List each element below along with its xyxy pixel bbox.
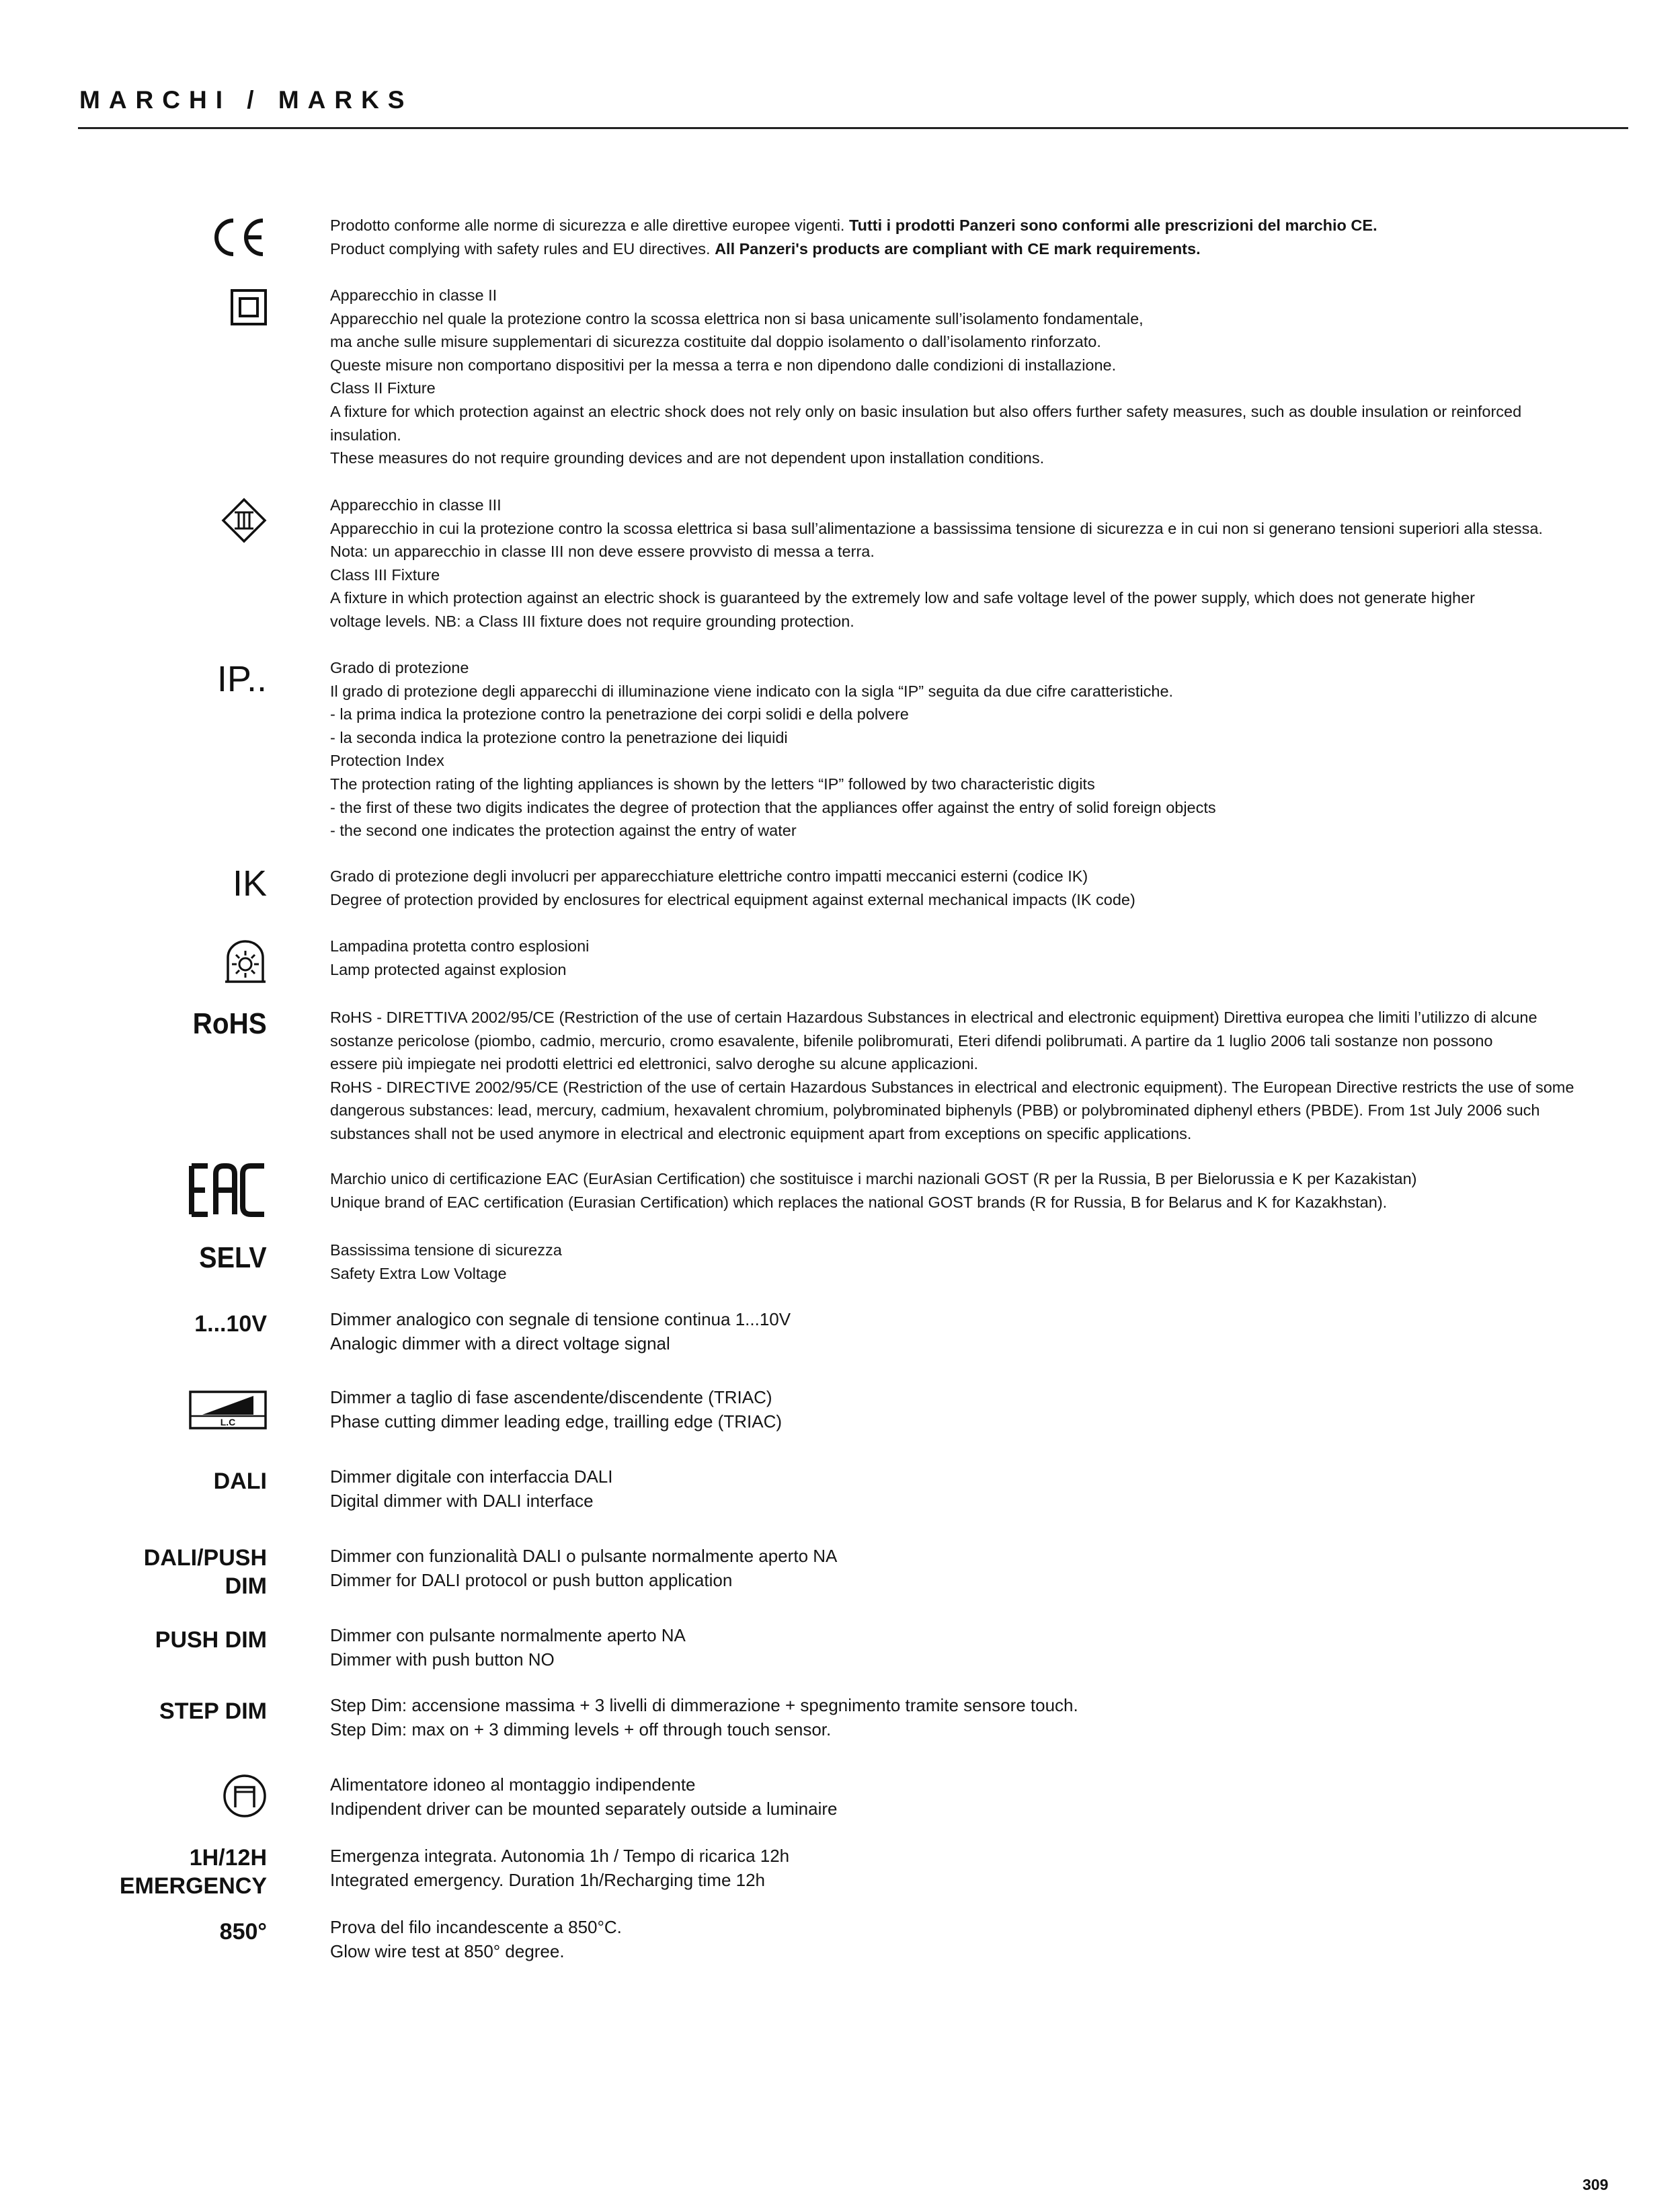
text-line: Phase cutting dimmer leading edge, trailling edge (TRIAC)	[330, 1411, 783, 1432]
text-line: Apparecchio in classe II	[330, 286, 497, 304]
mark-eac-description	[330, 1167, 1631, 1214]
text-line: RoHS - DIRETTIVA 2002/95/CE (Restriction of the use of certain Hazardous Substances in electrical and electronic equipment) Direttiva europea che limiti l’utilizzo di alcune	[330, 1009, 1537, 1026]
text-line: sostanze pericolose (piombo, cadmio, mercurio, cromo esavalente, bifenile polibromurati, Eteri difendi polibrumati. A partire da 1 luglio 2006 tali sostanze non possono	[330, 1031, 1493, 1050]
mark-push-dim-description	[330, 1623, 1631, 1672]
text-line: Safety Extra Low Voltage	[330, 1264, 507, 1282]
text-line: Class III Fixture	[330, 565, 440, 584]
text-line: - la prima indica la protezione contro la penetrazione dei corpi solidi e della polvere	[330, 705, 909, 723]
mark-selv-description	[330, 1239, 1631, 1285]
text-line: Step Dim: accensione massima + 3 livelli di dimmerazione + spegnimento tramite sensore touch.	[330, 1695, 1078, 1715]
text-line: Analogic dimmer with a direct voltage signal	[330, 1333, 670, 1354]
text-line: Apparecchio in cui la protezione contro la scossa elettrica si basa sull’alimentazione a bassissima tensione di sicurezza e in cui non si generano tensioni superiori alla stessa.	[330, 519, 1543, 537]
triac-dimmer-icon	[189, 1390, 267, 1429]
text-line: Protection Index	[330, 752, 444, 770]
header-divider	[78, 127, 1628, 129]
text-line: A fixture in which protection against an electric shock is guaranteed by the extremely low and safe voltage level of the power supply, which does not generate higher	[330, 589, 1475, 607]
mark-rohs-description	[330, 1006, 1631, 1146]
text-line: Bassissima tensione di sicurezza	[330, 1241, 562, 1259]
emergency-label-line-2: EMERGENCY	[119, 1873, 267, 1899]
text-line: - the first of these two digits indicates the degree of protection that the appliances offer against the entry of solid foreign objects	[330, 798, 1216, 816]
text-line: Apparecchio nel quale la protezione contro la scossa elettrica non si basa unicamente sull’isolamento fondamentale,	[330, 309, 1144, 327]
page-number: 309	[1583, 2176, 1609, 2193]
eac-mark-icon	[189, 1163, 267, 1217]
explosion-protected-lamp-icon	[224, 940, 267, 984]
text-line: Lampadina protetta contro esplosioni	[330, 937, 590, 955]
step-dim-label: STEP DIM	[159, 1698, 267, 1724]
glow-wire-label: 850°	[219, 1919, 267, 1945]
text-line: These measures do not require grounding devices and are not dependent upon installation conditions.	[330, 449, 1045, 467]
text-line: Apparecchio in classe III	[330, 496, 502, 514]
emergency-label-line-1: 1H/12H	[189, 1845, 267, 1871]
rohs-label: RoHS	[192, 1007, 267, 1040]
page-title: MARCHI / MARKS	[79, 86, 413, 114]
text-line: Glow wire test at 850° degree.	[330, 1941, 565, 1961]
dali-push-dim-label	[144, 1544, 267, 1600]
text-line: Marchio unico di certificazione EAC (EurAsian Certification) che sostituisce i marchi nazionali GOST (R per la Russia, B per Bielorussia e K per Kazakistan)	[330, 1170, 1417, 1187]
text-line: Dimmer for DALI protocol or push button application	[330, 1570, 733, 1590]
mark-ip-description	[330, 656, 1631, 843]
triac-caption: L.C	[220, 1417, 236, 1427]
mark-ce-description	[330, 214, 1631, 260]
independent-driver-icon	[223, 1774, 267, 1818]
text-line: Queste misure non comportano dispositivi per la messa a terra e non dipendono dalle condizioni di installazione.	[330, 356, 1117, 374]
text-line: voltage levels. NB: a Class III fixture does not require grounding protection.	[330, 612, 854, 630]
text-line: RoHS - DIRECTIVE 2002/95/CE (Restriction of the use of certain Hazardous Substances in electrical and electronic equipment). The European Directive restricts the use of some	[330, 1078, 1574, 1096]
mark-glow-description	[330, 1915, 1631, 1963]
text-line: substances shall not be used anymore in electrical and electronic equipment apart from exceptions on specific applications.	[330, 1124, 1192, 1142]
text-line: Dimmer con pulsante normalmente aperto NA	[330, 1625, 686, 1645]
mark-explosion-description	[330, 935, 1631, 981]
text-line: Indipendent driver can be mounted separately outside a luminaire	[330, 1799, 838, 1819]
text-line: Dimmer con funzionalità DALI o pulsante normalmente aperto NA	[330, 1546, 838, 1566]
mark-driver-description	[330, 1772, 1631, 1821]
text-line: Prodotto conforme alle norme di sicurezza e alle direttive europee vigenti. Tutti i prodotti Panzeri sono conformi alle prescrizioni del marchio CE.	[330, 217, 1377, 234]
text-line: Step Dim: max on + 3 dimming levels + off through touch sensor.	[330, 1719, 832, 1739]
text-line: Lamp protected against explosion	[330, 960, 567, 978]
text-line: Unique brand of EAC certification (Eurasian Certification) which replaces the national GOST brands (R for Russia, B for Belarus and K for Kazakhstan).	[330, 1193, 1388, 1211]
mark-class-iii-description	[330, 494, 1631, 633]
text-line: Nota: un apparecchio in classe III non deve essere provvisto di messa a terra.	[330, 543, 875, 561]
mark-dali-push-description	[330, 1544, 1631, 1592]
text-line: Dimmer with push button NO	[330, 1649, 555, 1670]
text-line: Grado di protezione	[330, 659, 469, 676]
class-iii-diamond-icon	[221, 498, 267, 543]
mark-class-ii-description	[330, 284, 1631, 470]
text-line: The protection rating of the lighting appliances is shown by the letters “IP” followed by two characteristic digits	[330, 775, 1095, 793]
text-line: - la seconda indica la protezione contro la penetrazione dei liquidi	[330, 728, 788, 746]
mark-triac-description	[330, 1385, 1631, 1434]
text-line: Grado di protezione degli involucri per apparecchiature elettriche contro impatti meccanici esterni (codice IK)	[330, 867, 1088, 885]
text-line: ma anche sulle misure supplementari di sicurezza costituite dal doppio isolamento o dall’isolamento rinforzato.	[330, 333, 1101, 351]
text-line: Degree of protection provided by enclosures for electrical equipment against external mechanical impacts (IK code)	[330, 890, 1135, 908]
selv-label: SELV	[199, 1241, 267, 1274]
mark-1-10v-description	[330, 1307, 1631, 1356]
text-line: A fixture for which protection against an electric shock does not rely only on basic insulation but also offers further safety measures, such as double insulation or reinforced	[330, 402, 1522, 420]
dali-push-label-line-1: DALI/PUSH	[143, 1545, 267, 1571]
text-line: Il grado di protezione degli apparecchi di illuminazione viene indicato con la sigla “IP” seguita da due cifre caratteristiche.	[330, 682, 1174, 700]
text-line: - the second one indicates the protection against the entry of water	[330, 822, 797, 840]
ip-label: IP..	[216, 659, 267, 699]
text-line: Class II Fixture	[330, 379, 436, 397]
ce-mark-icon	[210, 217, 267, 258]
text-line: Alimentatore idoneo al montaggio indipendente	[330, 1774, 696, 1795]
text-line: Prova del filo incandescente a 850°C.	[330, 1917, 622, 1937]
text-line: Integrated emergency. Duration 1h/Recharging time 12h	[330, 1870, 766, 1890]
class-ii-double-square-icon	[231, 289, 267, 325]
mark-dali-description	[330, 1464, 1631, 1513]
text-line: Dimmer a taglio di fase ascendente/discendente (TRIAC)	[330, 1387, 772, 1407]
text-line: Digital dimmer with DALI interface	[330, 1491, 594, 1511]
mark-emergency-description	[330, 1844, 1631, 1892]
text-line: Emergenza integrata. Autonomia 1h / Tempo di ricarica 12h	[330, 1846, 790, 1866]
mark-ik-description	[330, 865, 1631, 911]
text-line: essere più impiegate nei prodotti elettrici ed elettronici, salvo deroghe su alcune applicazioni.	[330, 1055, 979, 1073]
text-line: insulation.	[330, 426, 401, 444]
push-dim-label: PUSH DIM	[155, 1627, 267, 1653]
dali-label: DALI	[213, 1468, 267, 1494]
text-line: dangerous substances: lead, mercury, cadmium, hexavalent chromium, polybrominated biphenyls (PBB) or polybrominated diphenyl ethers (PBDE). From 1st July 2006 such	[330, 1101, 1540, 1120]
mark-step-dim-description	[330, 1693, 1631, 1741]
ik-label: IK	[232, 863, 267, 904]
text-line: Dimmer analogico con segnale di tensione continua 1...10V	[330, 1309, 791, 1329]
1-10v-label: 1...10V	[194, 1311, 267, 1337]
text-line: Product complying with safety rules and EU directives. All Panzeri's products are compliant with CE mark requirements.	[330, 239, 1201, 258]
emergency-label	[120, 1844, 267, 1900]
dali-push-label-line-2: DIM	[225, 1573, 267, 1599]
text-line: Dimmer digitale con interfaccia DALI	[330, 1466, 613, 1487]
